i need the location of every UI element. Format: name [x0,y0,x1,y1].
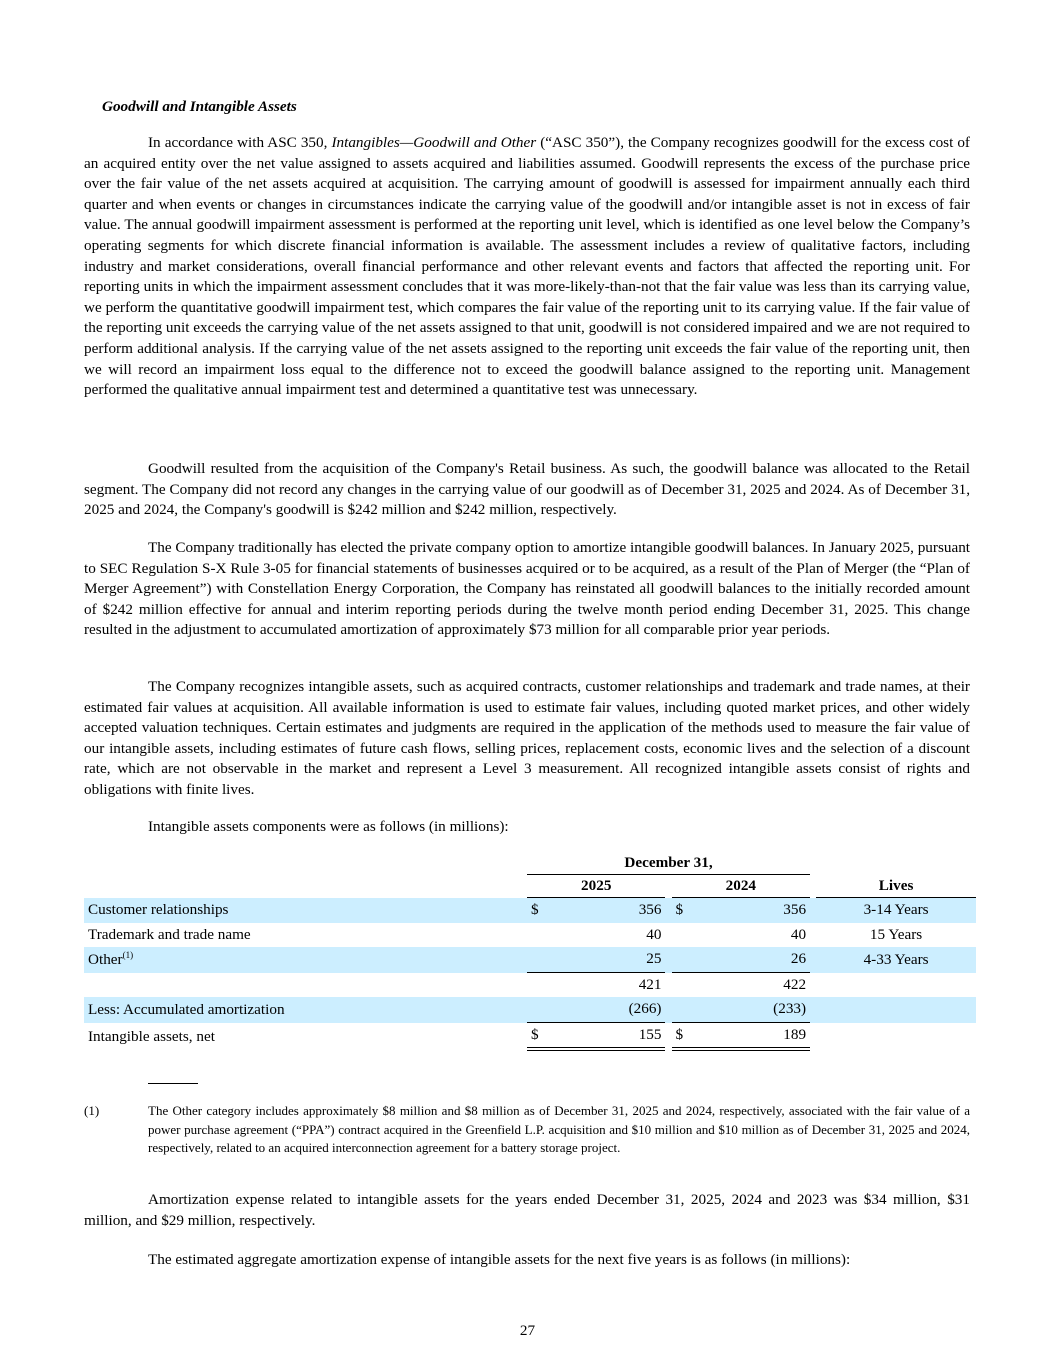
value-2025: 25 [549,947,665,973]
group-header: December 31, [527,852,810,875]
row-label [84,1023,527,1052]
label-text: Trademark and trade name [88,925,251,943]
currency-2025: $ [527,898,549,923]
table-row [84,973,976,998]
table-row [84,1023,976,1052]
currency-2024 [672,923,694,948]
currency-2024: $ [672,1023,694,1052]
row-label [84,997,527,1023]
footnote-text: The Other category includes approximately $8 million and $8 million as of December 31, 2025 and 2024, respectively, associated with the fair value of a power purchase agreement (“PPA”) contract acquired in the Greenfield L.P. acquisition and $10 million and $10 million as of December 31, 2025 and 2024, respectively, related to an acquired interconnection agreement for a battery storage project. [148,1103,970,1156]
currency-2025: $ [527,1023,549,1052]
footnote-ref: (1) [122,950,134,961]
paragraph-asc350 [84,133,970,401]
value-2025: 421 [638,975,662,993]
currency-2024: $ [672,898,694,923]
currency-2024 [672,997,694,1023]
page-number: 27 [519,1322,536,1339]
footnote-divider [148,1083,198,1084]
text: (“ASC 350”), the Company recognizes goodwill for the excess cost of an acquired entity over the net value assigned to assets acquired and liabilities assumed. Goodwill represents the excess of the purchase price over the fair value of the net assets acquired at acquisition. The carrying amount of goodwill is assessed for impairment annually each third quarter and when events or changes in circumstances indicate the carrying value of the goodwill and/or intangible asset is not in excess of fair value. The annual goodwill impairment assessment is performed at the reporting unit level, which is identified as one level below the Company’s operating segments for which discrete financial information is available. The assessment includes a review of qualitative factors, including industry and market considerations, overall financial performance and other relevant events and factors that affected the reporting unit. For reporting units in which the impairment assessment concludes that it was more-likely-than-not that the fair value was less than its carrying value, we perform the quantitative goodwill impairment test, which compares the fair value of the reporting unit to its carrying value. If the fair value of the reporting unit exceeds the carrying value of the net assets assigned to that unit, goodwill is not considered impaired and we are not required to perform additional analysis. If the carrying value of the net assets assigned to the reporting unit exceeds the fair value of the reporting unit, then we will record an impairment loss equal to the difference not to exceed the goodwill balance assigned to the reporting unit. Management performed the qualitative annual impairment test and determined a quantitative test was unnecessary. [84,134,970,399]
currency-2025 [527,997,549,1023]
text: In accordance with ASC 350, [148,134,332,151]
currency-2024 [672,973,694,998]
lives-value: 4-33 Years [816,947,976,973]
lives-value: 3-14 Years [816,898,976,923]
label-text: Intangible assets, net [88,1027,215,1045]
footnote [84,1102,970,1158]
row-label [84,947,527,973]
paragraph-estimated-amortization: The estimated aggregate amortization expense of intangible assets for the next five years is as follows (in millions): [148,1251,851,1268]
value-2024: 189 [694,1023,810,1052]
lives-value [816,997,976,1023]
row-label [84,923,527,948]
value-2024: (233) [694,997,810,1023]
value-2025: (266) [549,997,665,1023]
label-text: Customer relationships [88,901,229,919]
lives-value [816,1023,976,1052]
table-row [84,923,976,948]
paragraph-amortization-expense: Amortization expense related to intangible assets for the years ended December 31, 2025, 2024 and 2023 was $34 million, $31 million, and $29 million, respectively. [84,1191,970,1229]
value-2025: 155 [549,1023,665,1052]
row-label [84,898,527,923]
paragraph-components-intro: Intangible assets components were as follows (in millions): [148,818,509,835]
footnote-marker: (1) [84,1103,100,1118]
col-2025: 2025 [527,875,666,898]
section-heading: Goodwill and Intangible Assets [102,98,297,115]
table-row [84,947,976,973]
value-2024: 422 [783,975,807,993]
table-row [84,997,976,1023]
table-row [84,898,976,923]
currency-2024 [672,947,694,973]
lives-value: 15 Years [869,925,923,943]
value-2025: 356 [549,898,665,923]
col-2024: 2024 [672,875,811,898]
value-2024: 26 [694,947,810,973]
intangible-assets-table [84,852,976,1051]
value-2024: 40 [790,925,807,943]
value-2024: 356 [694,898,810,923]
col-lives: Lives [816,875,976,898]
currency-2025 [527,923,549,948]
paragraph-private-company: The Company traditionally has elected the private company option to amortize intangible goodwill balances. In January 2025, pursuant to SEC Regulation S-X Rule 3-05 for financial statements of businesses acquired or to be acquired, as a result of the Plan of Merger (the “Plan of Merger Agreement”) with Constellation Energy Corporation, the Company has reinstated all goodwill balances to the initially recorded amount of $242 million effective for annual and interim reporting periods during the twelve month period ending December 31, 2025. This change resulted in the adjustment to accumulated amortization of approximately $73 million for all comparable prior year periods. [84,539,971,639]
row-label [84,973,527,998]
currency-2025 [527,947,549,973]
value-2025: 40 [646,925,662,943]
lives-value [816,973,976,998]
paragraph-goodwill: Goodwill resulted from the acquisition of the Company's Retail business. As such, the goodwill balance was allocated to the Retail segment. The Company did not record any changes in the carrying value of our goodwill as of December 31, 2025 and 2024. As of December 31, 2025 and 2024, the Company's goodwill is $242 million and $242 million, respectively. [84,460,970,519]
label-text: Less: Accumulated amortization [88,1000,285,1018]
label-text: Other [88,951,123,969]
paragraph-intangibles: The Company recognizes intangible assets, such as acquired contracts, customer relationships and trademark and trade names, at their estimated fair values at acquisition. All available information is used to estimate fair values, including quoted market prices, and other widely accepted valuation techniques. Certain estimates and judgments are required in the application of the methods used to measure the fair value of our intangible assets, including estimates of future cash flows, selling prices, replacement costs, economic lives and the selection of a discount rate, which are not observable in the market and represent a Level 3 measurement. All recognized intangible assets consist of rights and obligations with finite lives. [84,678,970,798]
text-italic: Intangibles—Goodwill and Other [331,134,537,151]
currency-2025 [527,973,549,998]
